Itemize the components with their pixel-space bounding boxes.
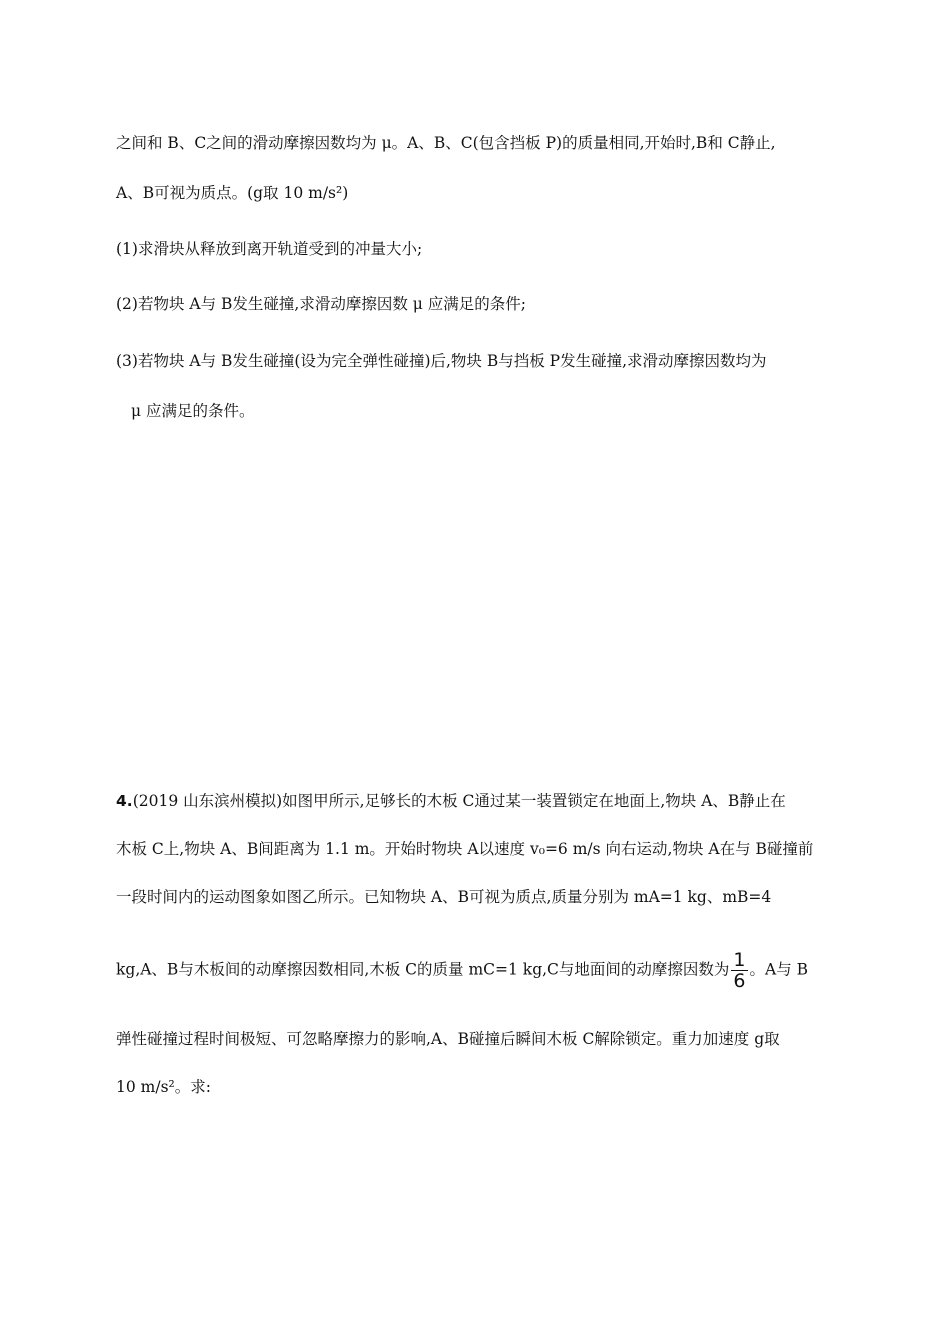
problem-number: 4. (116, 792, 133, 810)
text-line: 弹性碰撞过程时间极短、可忽略摩擦力的影响,A、B碰撞后瞬间木板 C解除锁定。重力加速度 g取 (116, 1030, 780, 1048)
text-segment: 。A与 B (749, 960, 809, 979)
text-line: μ 应满足的条件。 (131, 402, 255, 420)
text-line: A、B可视为质点。(g取 10 m/s²) (116, 184, 349, 202)
text-line (116, 950, 840, 991)
text-line: (1)求滑块从释放到离开轨道受到的冲量大小; (116, 240, 423, 258)
fraction-numerator: 1 (733, 949, 746, 971)
text-line: 之间和 B、C之间的滑动摩擦因数均为 μ。A、B、C(包含挡板 P)的质量相同,开始时,B和 C静止, (116, 134, 776, 152)
fraction (731, 950, 747, 991)
text-segment: (2019 山东滨州模拟)如图甲所示,足够长的木板 C通过某一装置锁定在地面上,物块 A、B静止在 (132, 792, 786, 810)
text-line: (3)若物块 A与 B发生碰撞(设为完全弹性碰撞)后,物块 B与挡板 P发生碰撞,求滑动摩擦因数均为 (116, 352, 767, 370)
text-line: 10 m/s²。求: (116, 1078, 211, 1096)
text-line: 一段时间内的运动图象如图乙所示。已知物块 A、B可视为质点,质量分别为 mA=1 kg、mB=4 (116, 888, 772, 906)
text-line: (2)若物块 A与 B发生碰撞,求滑动摩擦因数 μ 应满足的条件; (116, 295, 526, 313)
text-segment: kg,A、B与木板间的动摩擦因数相同,木板 C的质量 mC=1 kg,C与地面间的动摩擦因数为 (116, 960, 730, 979)
fraction-denominator: 6 (733, 970, 746, 992)
text-line (116, 790, 840, 812)
text-line: 木板 C上,物块 A、B间距离为 1.1 m。开始时物块 A以速度 v₀=6 m/s 向右运动,物块 A在与 B碰撞前 (116, 840, 814, 858)
